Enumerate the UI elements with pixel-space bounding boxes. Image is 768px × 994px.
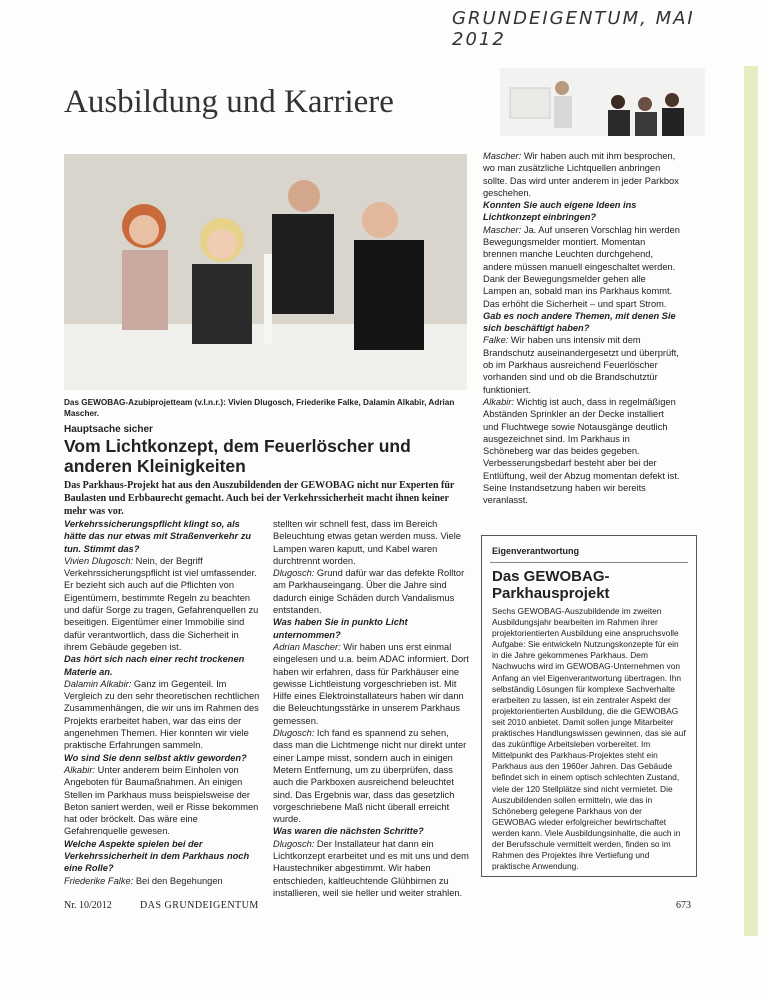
team-photo bbox=[64, 154, 467, 390]
interview-question: Verkehrssicherungspflicht klingt so, als hätte das nur etwas mit Straßenverkehr zu tun. Stimmt das? bbox=[64, 519, 252, 554]
answer-text: Unter anderem beim Einholen von Angeboten für Baumaßnahmen. An einigen Stellen im Parkhaus muss beispielsweise der Beton saniert werden, weil er Risse bekommen hat oder bröckelt. Das wäre eine Gefahrenquelle gewesen. bbox=[64, 764, 259, 837]
answer-text: Wir haben uns erst einmal eingelesen und u.a. beim ADAC informiert. Dort haben wir erfahren, dass für Parkhäuser eine gewisse Lichtleistung vorgeschrieben ist. Mit Hilfe eines Elektroinstallateurs haben wir dann die Beleuchtungsstärke in unserem Parkhaus gemessen. bbox=[273, 641, 469, 726]
speaker-name: Mascher: bbox=[483, 151, 522, 161]
interview-answer bbox=[483, 396, 681, 507]
speaker-name: Alkabir: bbox=[483, 396, 515, 407]
interview-answer bbox=[483, 150, 681, 199]
interview-question: Gab es noch andere Themen, mit denen Sie sich beschäftigt haben? bbox=[483, 310, 676, 334]
interview-question: Welche Aspekte spielen bei der Verkehrssicherheit in dem Parkhaus noch eine Rolle? bbox=[64, 838, 250, 874]
header-illustration bbox=[500, 68, 705, 136]
answer-text: Nein, der Begriff Verkehrssicherungspflicht ist viel umfassender. Er bezieht sich auch auf die Pflichten von Eigentümern, bestimmte Regeln zu beachten und dafür Sorge zu tragen, Gefahrenquellen zu beseitigen. Eigentümer einer Immobilie sind dafür verantwortlich, dass die Sicherheit in ihrem Gebäude gegeben ist. bbox=[64, 555, 259, 652]
handwritten-note: GRUNDEIGENTUM, MAI 2012 bbox=[452, 8, 695, 50]
text-column-3 bbox=[483, 150, 681, 507]
interview-answer bbox=[273, 567, 469, 616]
interview-answer bbox=[483, 334, 681, 395]
footer-page-number: 673 bbox=[676, 900, 691, 911]
speaker-name: Adrian Mascher: bbox=[273, 641, 341, 652]
section-title: Ausbildung und Karriere bbox=[64, 84, 394, 120]
interview-answer bbox=[483, 224, 681, 310]
accent-bar bbox=[744, 66, 758, 936]
interview-answer bbox=[273, 727, 469, 825]
interview-answer bbox=[64, 875, 260, 887]
answer-text: Ja. Auf unseren Vorschlag hin werden Bewegungsmelder montiert. Momentan brennen manche Leuchten durchgehend, andere müssen manuell eingeschaltet werden. Dank der Bewegungsmelder gehen alle Lampen an, sobald man ins Parkhaus kommt. Das erhöht die Sicherheit – und spart Strom. bbox=[483, 224, 680, 309]
answer-text: Der Installateur hat dann ein Lichtkonzept erarbeitet und es mit uns und dem Haustechniker abgestimmt. Wir haben entschieden, kaltleuchtende Glühbirnen zu installieren, weil sie heller und weiter strahlen. bbox=[273, 838, 469, 898]
answer-text: Ich fand es spannend zu sehen, dass man die Lichtmenge nicht nur direkt unter einer Lampe misst, sondern auch in einigen Metern Entfernung, um zu überprüfen, dass auch die Parkboxen ausreichend beleuchtet sind. Das Ergebnis war, dass das gesetzlich vorgeschriebene Maß nicht überall erreicht wurde. bbox=[273, 728, 467, 825]
footer-magazine: DAS GRUNDEIGENTUM bbox=[140, 900, 259, 911]
speaker-name: Dlugosch: bbox=[273, 838, 315, 849]
answer-text: Ganz im Gegenteil. Im Vergleich zu den sehr theoretischen rechtlichen Zusammenhängen, die wir uns im Rahmen des Projekts erarbeitet haben, war das eins der angenehmen Themen. Hier konnten wir viele praktische Erfahrungen sammeln. bbox=[64, 678, 260, 751]
answer-text: Wichtig ist auch, dass in regelmäßigen Abständen Sprinkler an der Decke installiert und Fluchtwege sowie Notausgänge deutlich ausgezeichnet sind. Im Parkhaus in Schöneberg war das beides gegeben. Verbesserungsbedarf besteht aber bei der Entlüftung, weil der Abzug momentan defekt ist. Seine Instandsetzung haben wir bereits veranlasst. bbox=[483, 396, 680, 506]
interview-answer bbox=[64, 764, 260, 838]
box-divider bbox=[490, 562, 688, 563]
article-headline: Vom Lichtkonzept, dem Feuerlöscher und anderen Kleinigkeiten bbox=[64, 436, 411, 476]
info-box bbox=[481, 535, 697, 877]
answer-text: Wir haben uns intensiv mit dem Brandschutz auseinandergesetzt und überprüft, ob im Parkhaus ausreichend Feuerlöscher vorhanden sind und ob die Brandschutztür funktioniert. bbox=[483, 335, 679, 395]
speaker-name: Dlugosch: bbox=[273, 568, 315, 579]
speaker-name: Dalamin Alkabir: bbox=[64, 678, 132, 689]
interview-question: Was waren die nächsten Schritte? bbox=[273, 826, 424, 837]
interview-answer bbox=[64, 555, 260, 653]
answer-text: Wir haben auch mit ihm besprochen, wo man zusätzliche Lichtquellen anbringen sollte. Das wird unter anderem in jeder Parkbox geschehen. bbox=[483, 151, 679, 198]
answer-text: Grund dafür war das defekte Rolltor am Parkhauseingang. Über die Jahre sind dadurch einige Schäden durch Vandalismus entstanden. bbox=[273, 568, 465, 616]
interview-question: Was haben Sie in punkto Licht unternommen? bbox=[273, 617, 408, 640]
speaker-name: Dlugosch: bbox=[273, 728, 315, 739]
interview-answer bbox=[273, 641, 469, 727]
answer-text: stellten wir schnell fest, dass im Bereich Beleuchtung etwas getan werden muss. Viele Lampen waren kaputt, und Kabel waren durchtrennt worden. bbox=[273, 519, 461, 566]
speaker-name: Mascher: bbox=[483, 224, 522, 235]
box-text: Sechs GEWOBAG-Auszubildende im zweiten Ausbildungsjahr bearbeiten im Rahmen ihrer projektorientierten Ausbildung eine anspruchsvolle Aufgabe: Sie entwickeln Nutzungskonzepte für ein in die Jahre gekommenes Parkhaus. Dem Nachwuchs wird im GEWOBAG-Unternehmen von Anfang an viel Eigenverantwortung übertragen. Ihn selbständig Lösungen für komplexe Sachverhalte erarbeiten zu lassen, ist ein zentraler Aspekt der projektorientierten Ausbildung, die die GEWOBAG seit 2010 anbietet. Damit sollen junge Mitarbeiter praktisches Handlungswissen gewinnen, das sie auf das zukünftige Arbeitsleben vorbereitet. Im Mittelpunkt des Parkhaus-Projektes steht ein Parkhaus aus den 1960er Jahren. Das Gebäude befindet sich in einem optisch schlechten Zustand, viele der 120 Stellplätze sind nicht vermietet. Die Auszubildenden sollen ermitteln, wie das in Schöneberg gelegene Parkhaus von der GEWOBAG wieder erfolgreicher bewirtschaftet werden kann. Viele Ausbildungsinhalte, die auch in der Berufsschule vermittelt werden, finden so im Rahmen des Projektes ihre Vertiefung und praktische Anwendung. bbox=[492, 606, 686, 872]
speaker-name: Vivien Dlugosch: bbox=[64, 555, 134, 566]
box-kicker: Eigenverantwortung bbox=[492, 546, 580, 556]
box-headline: Das GEWOBAG-Parkhausprojekt bbox=[492, 568, 610, 602]
answer-text: Bei den Begehungen bbox=[133, 875, 223, 886]
article-intro: Das Parkhaus-Projekt hat aus den Auszubildenden der GEWOBAG nicht nur Experten für Baulasten und Erbbaurecht gemacht. Auch bei der Verkehrssicherheit macht ihnen keiner mehr was vor. bbox=[64, 480, 455, 517]
interview-answer bbox=[64, 678, 260, 752]
text-column-2 bbox=[273, 518, 469, 899]
interview-answer bbox=[273, 518, 469, 567]
text-column-1 bbox=[64, 518, 260, 887]
interview-question: Das hört sich nach einer recht trockenen Materie an. bbox=[64, 654, 245, 677]
interview-question: Wo sind Sie denn selbst aktiv geworden? bbox=[64, 752, 247, 763]
interview-question: Konnten Sie auch eigene Ideen ins Lichtkonzept einbringen? bbox=[483, 200, 637, 223]
interview-answer bbox=[273, 838, 469, 899]
photo-caption: Das GEWOBAG-Azubiprojetteam (v.l.n.r.): Vivien Dlugosch, Friederike Falke, Dalamin Alkabir, Adrian Mascher. bbox=[64, 398, 455, 418]
speaker-name: Friederike Falke: bbox=[64, 875, 134, 886]
footer-issue: Nr. 10/2012 bbox=[64, 900, 112, 911]
speaker-name: Falke: bbox=[483, 335, 509, 346]
article-kicker: Hauptsache sicher bbox=[64, 424, 153, 435]
speaker-name: Alkabir: bbox=[64, 764, 96, 775]
